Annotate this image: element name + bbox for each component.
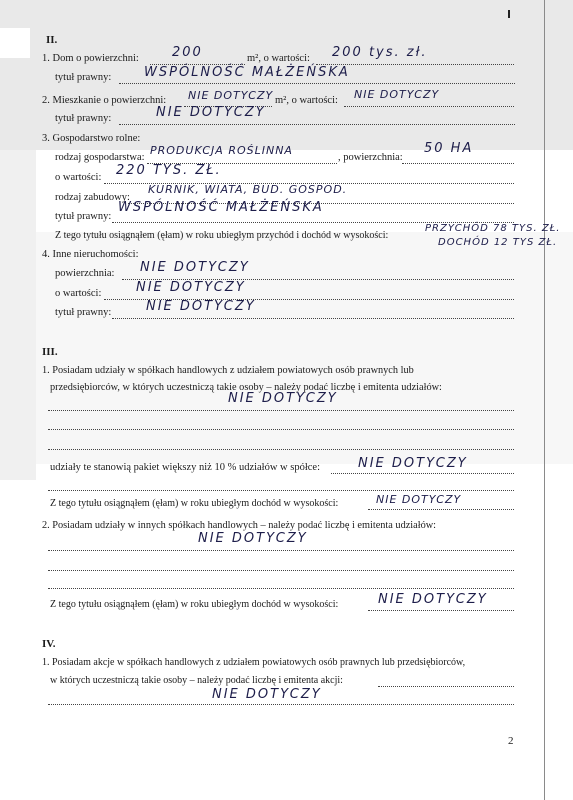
- farm-kind-label: rodzaj gospodarstwa:: [55, 152, 145, 163]
- fill-line: [402, 163, 514, 164]
- other-shares-line-1: 2. Posiadam udziały w innych spółkach handlowych – należy podać liczbę i emitenta udziałów:: [42, 520, 437, 531]
- shares-income-answer: NIE DOTYCZY: [376, 493, 462, 506]
- other-area-label: powierzchnia:: [55, 268, 115, 279]
- other-shares-income-answer: NIE DOTYCZY: [378, 592, 488, 607]
- shares-answer: NIE DOTYCZY: [228, 391, 338, 406]
- scan-edge-line: [544, 0, 545, 800]
- shares-paragraph-line-1: 1. Posiadam udziały w spółkach handlowych z udziałem powiatowych osób prawnych lub: [42, 365, 414, 376]
- section-heading-iv: IV.: [42, 638, 56, 650]
- house-unit-label: m², o wartości:: [247, 53, 310, 64]
- flat-value: NIE DOTYCZY: [354, 88, 440, 101]
- farm-kind-value: PRODUKCJA ROŚLINNA: [150, 144, 293, 157]
- other-area-value: NIE DOTYCZY: [140, 260, 250, 275]
- farm-label: 3. Gospodarstwo rolne:: [42, 133, 141, 144]
- flat-area-value: NIE DOTYCZY: [188, 89, 274, 102]
- house-value: 200 tys. zł.: [332, 45, 428, 60]
- scan-shading-left: [0, 150, 36, 480]
- flat-title-label: tytuł prawny:: [55, 113, 112, 124]
- shares-package-label: udziały te stanowią pakiet większy niż 10 % udziałów w spółce:: [50, 462, 321, 473]
- fill-line: [119, 124, 515, 125]
- fill-line: [112, 318, 514, 319]
- farm-title-value: WSPÓLNOŚĆ MAŁŻEŃSKA: [118, 200, 324, 215]
- house-title-value: WSPÓLNOŚĆ MAŁŻEŃSKA: [144, 65, 350, 80]
- other-property-label: 4. Inne nieruchomości:: [42, 249, 139, 260]
- farm-area-label: , powierzchnia:: [338, 152, 403, 163]
- other-title-value: NIE DOTYCZY: [146, 299, 256, 314]
- other-shares-income-label: Z tego tytułu osiągnąłem (ęłam) w roku ubiegłym dochód w wysokości:: [50, 599, 339, 610]
- fill-line: [48, 429, 514, 430]
- fill-line: [119, 83, 515, 84]
- section-heading-ii: II.: [46, 34, 58, 46]
- fill-line: [331, 473, 514, 474]
- shares-package-answer: NIE DOTYCZY: [358, 456, 468, 471]
- farm-value-label: o wartości:: [55, 172, 102, 183]
- fill-line: [368, 610, 514, 611]
- fill-line: [378, 686, 514, 687]
- house-area-value: 200: [172, 45, 203, 60]
- flat-label: 2. Mieszkanie o powierzchni:: [42, 95, 167, 106]
- fill-line: [48, 449, 514, 450]
- fill-line: [344, 106, 514, 107]
- farm-title-label: tytuł prawny:: [55, 211, 112, 222]
- fill-line: [48, 410, 514, 411]
- fill-line: [368, 509, 514, 510]
- house-label: 1. Dom o powierzchni:: [42, 53, 139, 64]
- section-heading-iii: III.: [42, 346, 58, 358]
- stocks-paragraph-line-1: 1. Posiadam akcje w spółkach handlowych z udziałem powiatowych osób prawnych lub przedsiębiorców,: [42, 657, 466, 668]
- page-number: 2: [508, 735, 514, 747]
- fill-line: [48, 490, 514, 491]
- other-value: NIE DOTYCZY: [136, 280, 246, 295]
- farm-income-profit: DOCHÓD 12 TYS ZŁ.: [438, 237, 558, 248]
- shares-income-label: Z tego tytułu osiągnąłem (ęłam) w roku ubiegłym dochód w wysokości:: [50, 498, 339, 509]
- fill-line: [48, 588, 514, 589]
- farm-buildings-value: KURNIK, WIATA, BUD. GOSPOD.: [148, 183, 348, 196]
- farm-income-revenue: PRZYCHÓD 78 TYS. ZŁ.: [425, 223, 561, 234]
- farm-income-label: Z tego tytułu osiągnąłem (ęłam) w roku ubiegłym przychód i dochód w wysokości:: [55, 230, 389, 241]
- flat-title-value: NIE DOTYCZY: [156, 105, 266, 120]
- fill-line: [48, 550, 514, 551]
- stocks-answer: NIE DOTYCZY: [212, 687, 322, 702]
- farm-buildings-label: rodzaj zabudowy:: [55, 192, 130, 203]
- farm-area-value: 50 HA: [424, 141, 474, 156]
- other-title-label: tytuł prawny:: [55, 307, 112, 318]
- stocks-paragraph-line-2: w których uczestniczą takie osoby – należy podać liczbę i emitenta akcji:: [50, 675, 343, 686]
- fill-line: [48, 704, 514, 705]
- other-value-label: o wartości:: [55, 288, 102, 299]
- farm-value: 220 TYS. ZŁ.: [116, 163, 222, 178]
- other-shares-answer: NIE DOTYCZY: [198, 531, 308, 546]
- shares-paragraph-line-2: przedsiębiorców, w których uczestniczą takie osoby – należy podać liczbę i emitenta udziałów:: [50, 382, 442, 393]
- flat-unit-label: m², o wartości:: [275, 95, 338, 106]
- fill-line: [48, 570, 514, 571]
- scan-blank-patch: [0, 28, 30, 58]
- scan-mark: [508, 10, 510, 18]
- house-title-label: tytuł prawny:: [55, 72, 112, 83]
